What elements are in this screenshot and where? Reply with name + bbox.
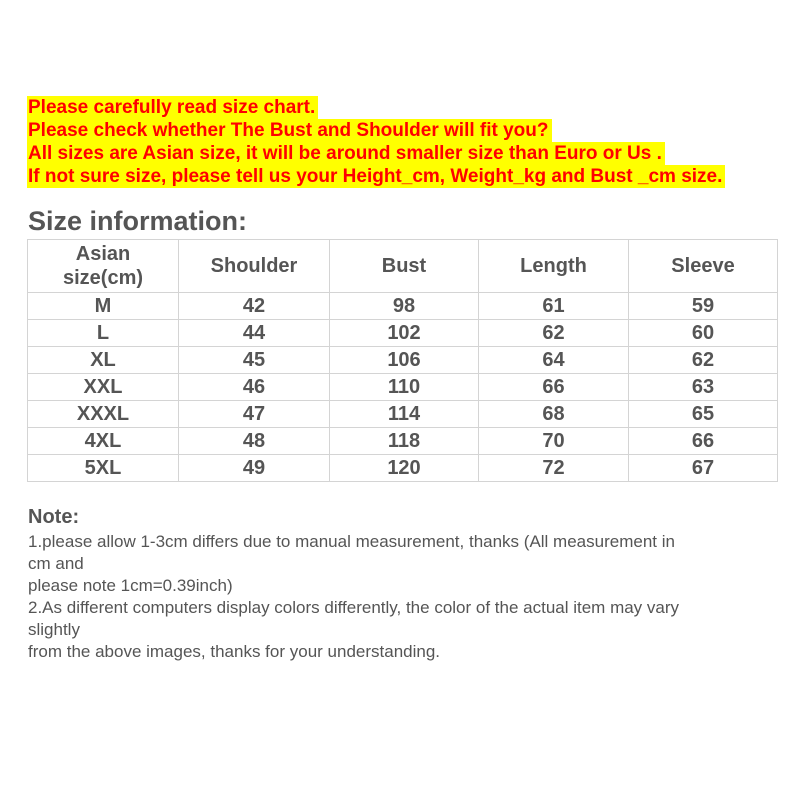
cell-sleeve: 65 <box>629 401 778 428</box>
cell-size: 5XL <box>28 455 179 482</box>
cell-bust: 118 <box>330 428 479 455</box>
cell-sleeve: 63 <box>629 374 778 401</box>
warning-line: If not sure size, please tell us your Height_cm, Weight_kg and Bust _cm size. <box>27 165 725 188</box>
cell-shoulder: 46 <box>179 374 330 401</box>
cell-length: 72 <box>479 455 629 482</box>
header-bust: Bust <box>330 240 479 293</box>
table-row <box>28 374 778 401</box>
warning-line: Please check whether The Bust and Shoulder will fit you? <box>27 119 552 142</box>
cell-length: 70 <box>479 428 629 455</box>
section-title: Size information: <box>28 206 248 236</box>
cell-length: 68 <box>479 401 629 428</box>
warning-line: Please carefully read size chart. <box>27 96 318 119</box>
cell-length: 64 <box>479 347 629 374</box>
cell-bust: 110 <box>330 374 479 401</box>
cell-shoulder: 44 <box>179 320 330 347</box>
cell-shoulder: 45 <box>179 347 330 374</box>
cell-size: M <box>28 293 179 320</box>
cell-size: 4XL <box>28 428 179 455</box>
cell-length: 61 <box>479 293 629 320</box>
cell-sleeve: 67 <box>629 455 778 482</box>
warning-block <box>27 96 725 188</box>
cell-size: XXXL <box>28 401 179 428</box>
cell-sleeve: 60 <box>629 320 778 347</box>
note-line: from the above images, thanks for your understanding. <box>28 642 441 661</box>
cell-sleeve: 66 <box>629 428 778 455</box>
cell-bust: 102 <box>330 320 479 347</box>
cell-bust: 114 <box>330 401 479 428</box>
cell-bust: 120 <box>330 455 479 482</box>
warning-line: All sizes are Asian size, it will be around smaller size than Euro or Us . <box>27 142 665 165</box>
cell-size: L <box>28 320 179 347</box>
note-line: 1.please allow 1-3cm differs due to manual measurement, thanks (All measurement in <box>28 532 675 551</box>
cell-bust: 98 <box>330 293 479 320</box>
cell-size: XL <box>28 347 179 374</box>
cell-bust: 106 <box>330 347 479 374</box>
table-row <box>28 401 778 428</box>
table-row <box>28 293 778 320</box>
table-row <box>28 455 778 482</box>
table-row <box>28 428 778 455</box>
cell-shoulder: 42 <box>179 293 330 320</box>
header-size-line2: size(cm) <box>62 267 144 289</box>
table-row <box>28 320 778 347</box>
cell-sleeve: 62 <box>629 347 778 374</box>
note-line: 2.As different computers display colors differently, the color of the actual item may vary <box>28 598 680 617</box>
note-block <box>28 505 768 663</box>
cell-shoulder: 47 <box>179 401 330 428</box>
table-row <box>28 347 778 374</box>
table-header-row <box>28 240 778 293</box>
cell-shoulder: 49 <box>179 455 330 482</box>
header-size <box>28 240 179 293</box>
header-size-line1: Asian <box>75 243 131 265</box>
cell-shoulder: 48 <box>179 428 330 455</box>
cell-sleeve: 59 <box>629 293 778 320</box>
header-sleeve: Sleeve <box>629 240 778 293</box>
note-title: Note: <box>28 506 80 528</box>
size-table <box>27 239 778 482</box>
cell-length: 66 <box>479 374 629 401</box>
note-line: slightly <box>28 620 80 639</box>
cell-length: 62 <box>479 320 629 347</box>
note-line: please note 1cm=0.39inch) <box>28 576 233 595</box>
header-shoulder: Shoulder <box>179 240 330 293</box>
cell-size: XXL <box>28 374 179 401</box>
header-length: Length <box>479 240 629 293</box>
note-line: cm and <box>28 554 84 573</box>
